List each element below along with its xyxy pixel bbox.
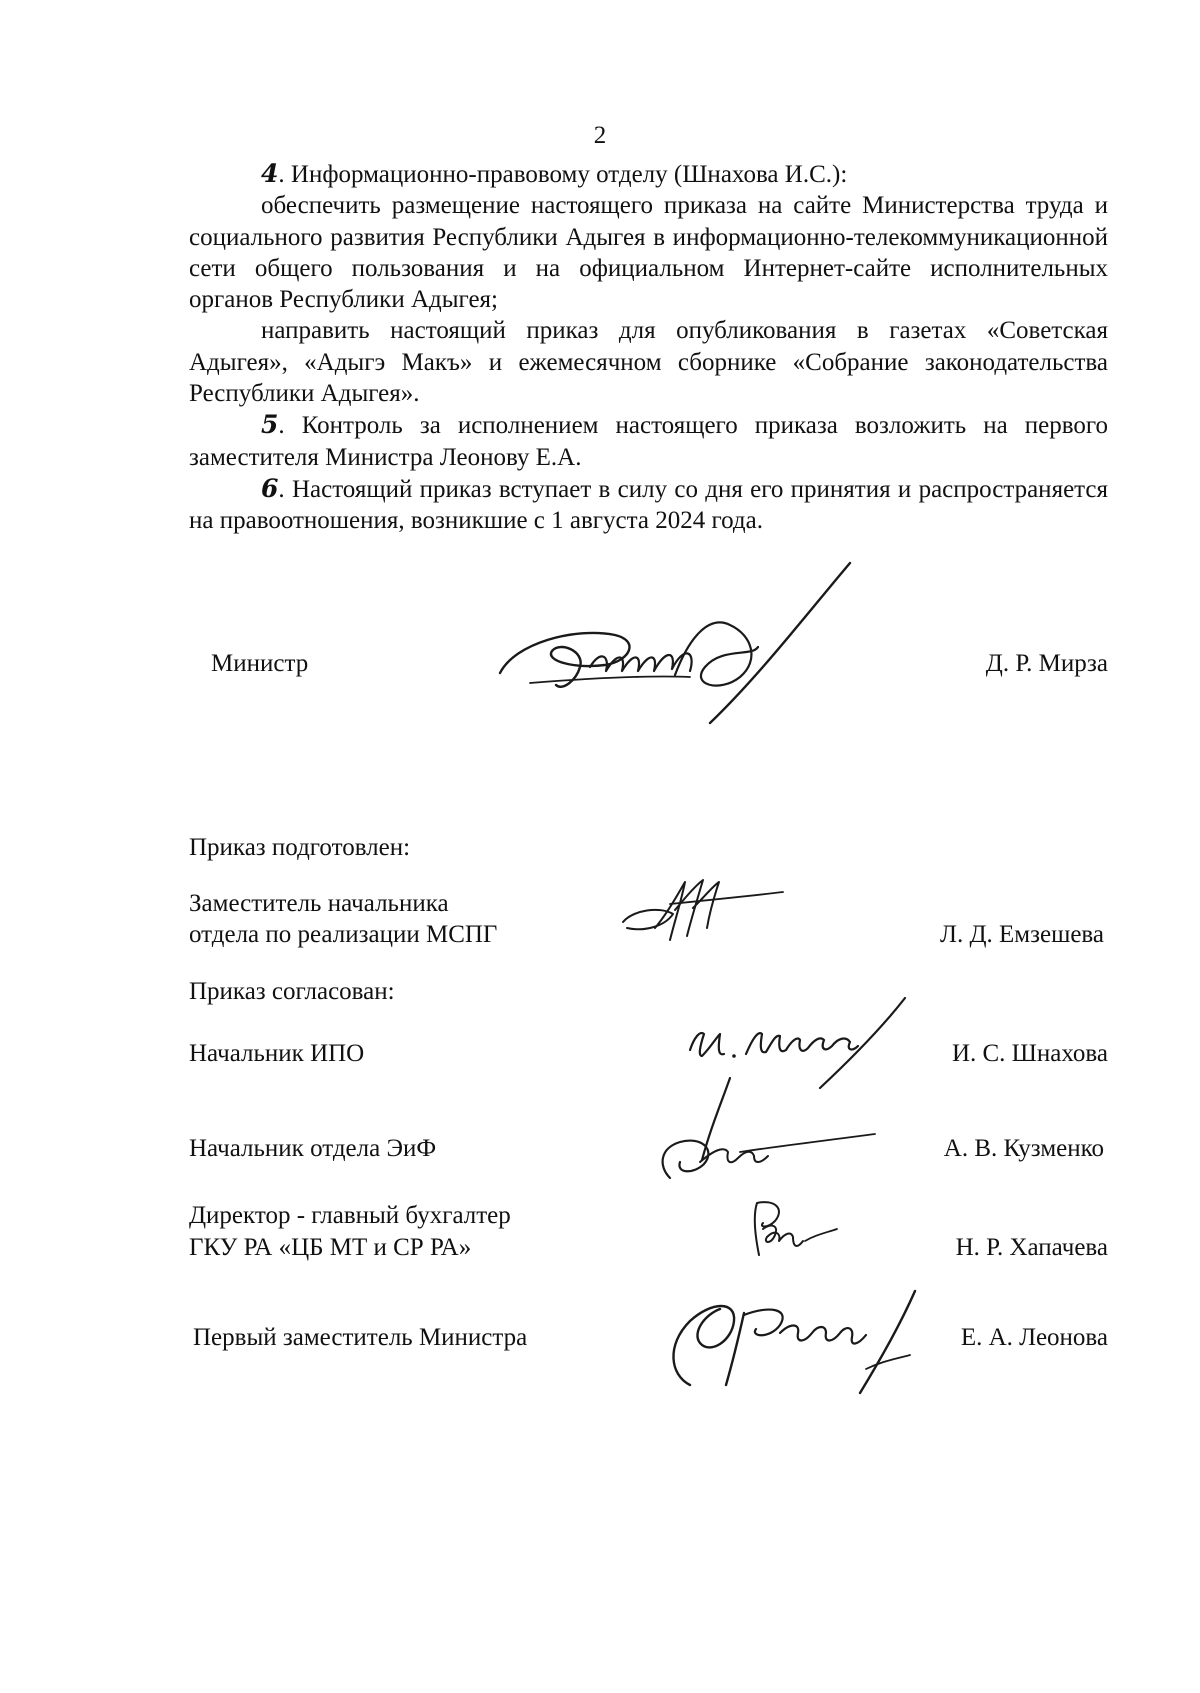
prepared-name: Л. Д. Емзешева bbox=[940, 921, 1104, 948]
prepared-title-line1: Заместитель начальника bbox=[189, 890, 449, 917]
paragraph-subitem bbox=[189, 190, 1108, 315]
paragraph-text: . Контроль за исполнением настоящего приказа возложить на первого заместителя Министра Леонову Е.А. bbox=[189, 412, 1108, 471]
paragraph-subitem bbox=[189, 315, 1108, 409]
minister-signature bbox=[490, 555, 850, 730]
paragraph-text: . Информационно-правовому отделу (Шнахова И.С.): bbox=[278, 161, 848, 188]
item-number: 5 bbox=[261, 410, 279, 440]
agreed-heading: Приказ согласован: bbox=[189, 978, 395, 1005]
order-body bbox=[189, 158, 1108, 537]
paragraph-text: . Настоящий приказ вступает в силу со дня его принятия и распространяется на правоотношения, возникшие с 1 августа 2024 года. bbox=[189, 475, 1108, 535]
minister-name: Д. Р. Мирза bbox=[985, 650, 1108, 677]
paragraph-text: направить настоящий приказ для опубликования в газетах «Советская Адыгея», «Адыгэ Макъ» и ежемесячном сборнике «Собрание законодательства Республики Адыгея». bbox=[189, 317, 1108, 408]
signer-2-name: А. В. Кузменко bbox=[943, 1135, 1104, 1162]
signer-4-name: Е. А. Леонова bbox=[960, 1324, 1108, 1351]
signer-3-title-line1: Директор - главный бухгалтер bbox=[189, 1202, 511, 1229]
paragraph-item-5 bbox=[189, 409, 1108, 473]
item-number: 4 bbox=[261, 159, 279, 188]
prepared-heading: Приказ подготовлен: bbox=[189, 834, 411, 861]
item-number: 6 bbox=[261, 473, 279, 503]
page-number: 2 bbox=[593, 122, 607, 149]
emzesheva-signature bbox=[615, 870, 785, 945]
signer-4-title: Первый заместитель Министра bbox=[193, 1324, 528, 1351]
paragraph-text: обеспечить размещение настоящего приказа на сайте Министерства труда и социального развития Республики Адыгея в информационно-телекоммуникационной сети общего пользования и на официальном Интернет-сайте исполнительных органов Республики Адыгея; bbox=[189, 192, 1108, 314]
kuzmenko-signature bbox=[650, 1070, 880, 1185]
prepared-title-line2: отдела по реализации МСПГ bbox=[189, 921, 498, 948]
signer-1-name: И. С. Шнахова bbox=[951, 1040, 1108, 1067]
minister-title: Министр bbox=[211, 650, 309, 677]
signer-3-title-line2: ГКУ РА «ЦБ МТ и СР РА» bbox=[189, 1234, 472, 1261]
paragraph-item-6 bbox=[189, 473, 1108, 537]
signer-3-name: Н. Р. Хапачева bbox=[955, 1234, 1108, 1261]
paragraph-item-4 bbox=[189, 158, 1108, 190]
signer-1-title: Начальник ИПО bbox=[189, 1040, 365, 1067]
khapacheva-signature bbox=[745, 1195, 845, 1265]
signer-2-title: Начальник отдела ЭиФ bbox=[189, 1135, 437, 1162]
leonova-signature bbox=[660, 1285, 920, 1395]
